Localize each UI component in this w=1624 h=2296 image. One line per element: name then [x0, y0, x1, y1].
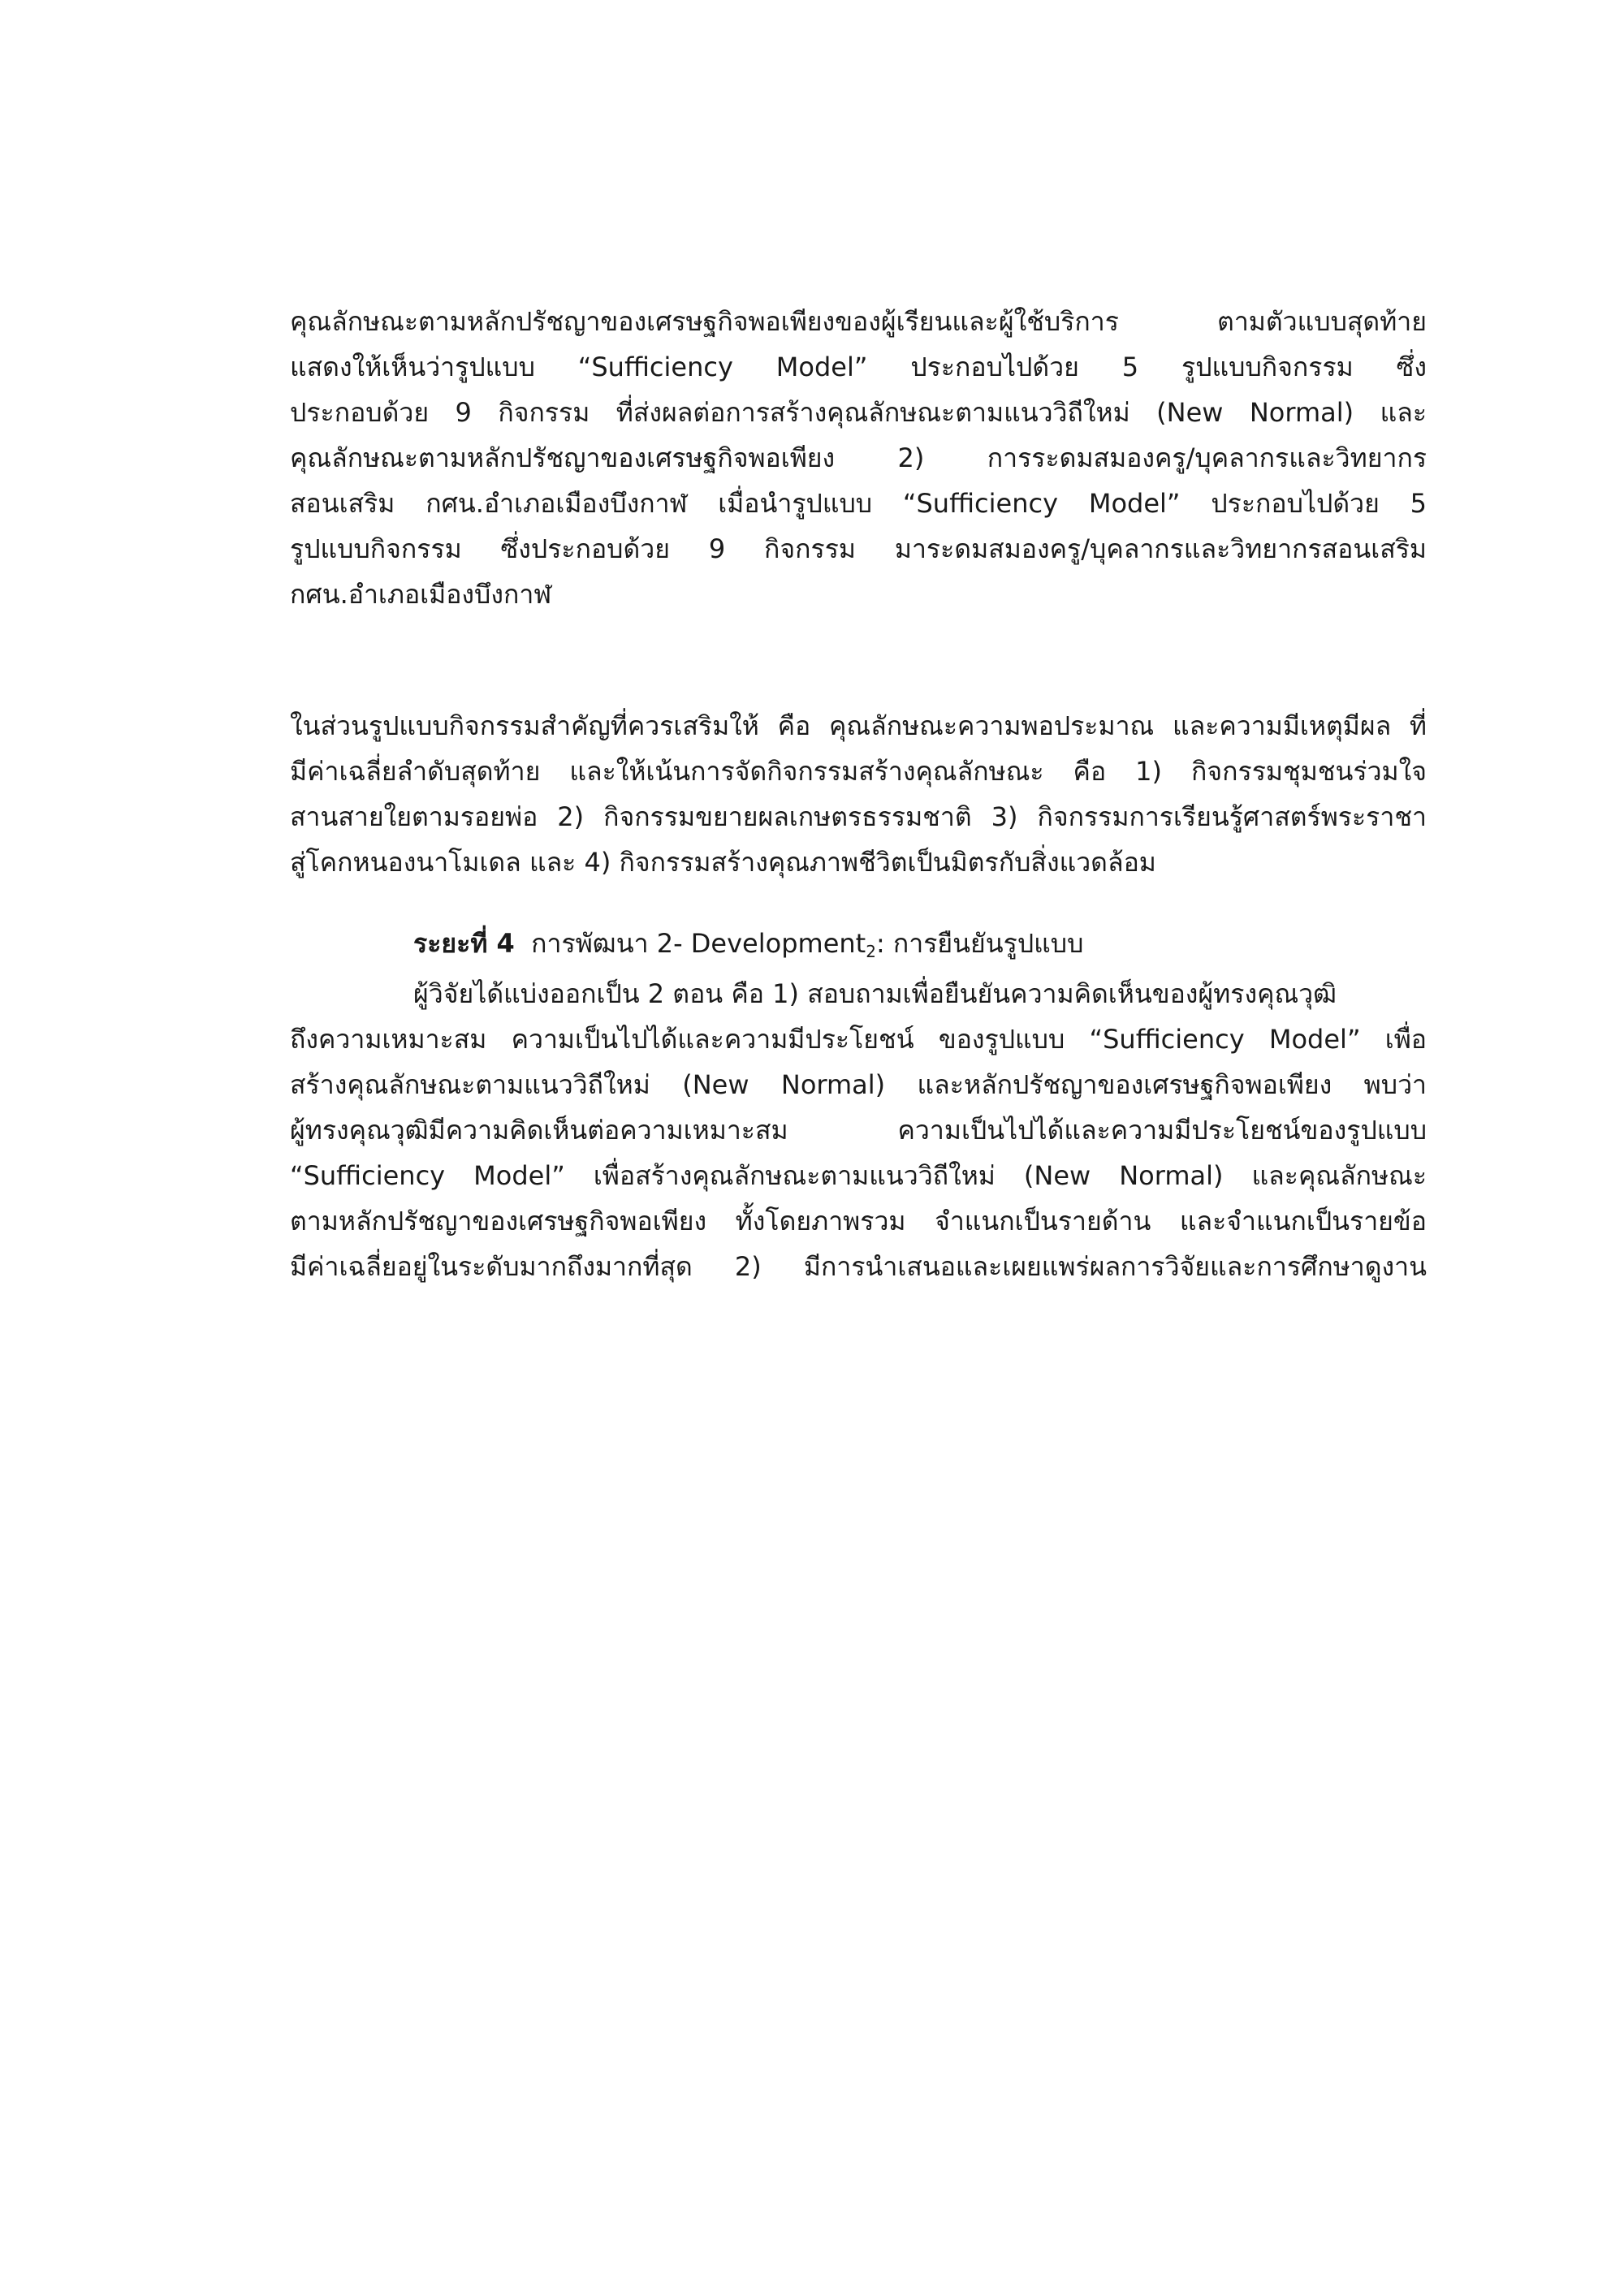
phase-4-title-post: : การยืนยันรูปแบบ	[875, 928, 1084, 959]
phase-4-heading-line	[290, 921, 1427, 966]
paragraph-3-line-3: สร้างคุณลักษณะตามแนววิถีใหม่ (New Normal) และหลักปรัชญาของเศรษฐกิจพอเพียง พบว่า	[290, 1069, 1427, 1100]
paragraph-2-line-2: มีค่าเฉลี่ยลำดับสุดท้าย และให้เน้นการจัดกิจกรรมสร้างคุณลักษณะ คือ 1) กิจกรรมชุมชนร่วมใจ	[290, 756, 1427, 787]
phase-4-label: ระยะที่ 4	[413, 928, 515, 959]
paragraph-1-line-7: กศน.อำเภอเมืองบึงกาฬ	[290, 579, 552, 610]
paragraph-1-line-5: สอนเสริม กศน.อำเภอเมืองบึงกาฬ เมื่อนำรูปแบบ “Sufficiency Model” ประกอบไปด้วย 5	[290, 488, 1427, 519]
paragraph-1	[290, 299, 1427, 617]
paragraph-3-line-4: ผู้ทรงคุณวุฒิมีความคิดเห็นต่อความเหมาะสม ความเป็นไปได้และความมีประโยชน์ของรูปแบบ	[290, 1115, 1427, 1146]
phase-4-title-pre: การพัฒนา 2- Development	[531, 928, 866, 959]
paragraph-1-line-2: แสดงให้เห็นว่ารูปแบบ “Sufficiency Model” ประกอบไปด้วย 5 รูปแบบกิจกรรม ซึ่ง	[290, 352, 1427, 382]
paragraph-3-line-7: มีค่าเฉลี่ยอยู่ในระดับมากถึงมากที่สุด 2) มีการนำเสนอและเผยแพร่ผลการวิจัยและการศึกษาดูงาน	[290, 1251, 1427, 1282]
paragraph-2-line-3: สานสายใยตามรอยพ่อ 2) กิจกรรมขยายผลเกษตรธรรมชาติ 3) กิจกรรมการเรียนรู้ศาสตร์พระราชา	[290, 801, 1427, 832]
paragraph-3-line-2: ถึงความเหมาะสม ความเป็นไปได้และความมีประโยชน์ ของรูปแบบ “Sufficiency Model” เพื่อ	[290, 1024, 1427, 1055]
paragraph-1-line-4: คุณลักษณะตามหลักปรัชญาของเศรษฐกิจพอเพียง 2) การระดมสมองครู/บุคลากรและวิทยากร	[290, 442, 1427, 473]
paragraph-3-line-5: “Sufficiency Model” เพื่อสร้างคุณลักษณะตามแนววิถีใหม่ (New Normal) และคุณลักษณะ	[290, 1160, 1427, 1191]
paragraph-2-line-4: สู่โคกหนองนาโมเดล และ 4) กิจกรรมสร้างคุณภาพชีวิตเป็นมิตรกับสิ่งแวดล้อม	[290, 847, 1156, 878]
paragraph-3-line-1: ผู้วิจัยได้แบ่งออกเป็น 2 ตอน คือ 1) สอบถามเพื่อยืนยันความคิดเห็นของผู้ทรงคุณวุฒิ	[413, 978, 1337, 1009]
paragraph-1-line-6: รูปแบบกิจกรรม ซึ่งประกอบด้วย 9 กิจกรรม มาระดมสมองครู/บุคลากรและวิทยากรสอนเสริม	[290, 533, 1427, 564]
paragraph-3	[290, 971, 1427, 1289]
paragraph-2-line-1: ในส่วนรูปแบบกิจกรรมสำคัญที่ควรเสริมให้ คือ คุณลักษณะความพอประมาณ และความมีเหตุมีผล ที่	[290, 710, 1427, 741]
paragraph-1-line-1: คุณลักษณะตามหลักปรัชญาของเศรษฐกิจพอเพียงของผู้เรียนและผู้ใช้บริการ ตามตัวแบบสุดท้าย	[290, 306, 1427, 337]
paragraph-1-line-3: ประกอบด้วย 9 กิจกรรม ที่ส่งผลต่อการสร้างคุณลักษณะตามแนววิถีใหม่ (New Normal) และ	[290, 397, 1427, 428]
paragraph-2	[290, 703, 1427, 885]
phase-4-title-sub: 2	[866, 942, 876, 961]
phase-4-heading	[290, 921, 1427, 966]
paragraph-3-line-6: ตามหลักปรัชญาของเศรษฐกิจพอเพียง ทั้งโดยภาพรวม จำแนกเป็นรายด้าน และจำแนกเป็นรายข้อ	[290, 1206, 1427, 1236]
